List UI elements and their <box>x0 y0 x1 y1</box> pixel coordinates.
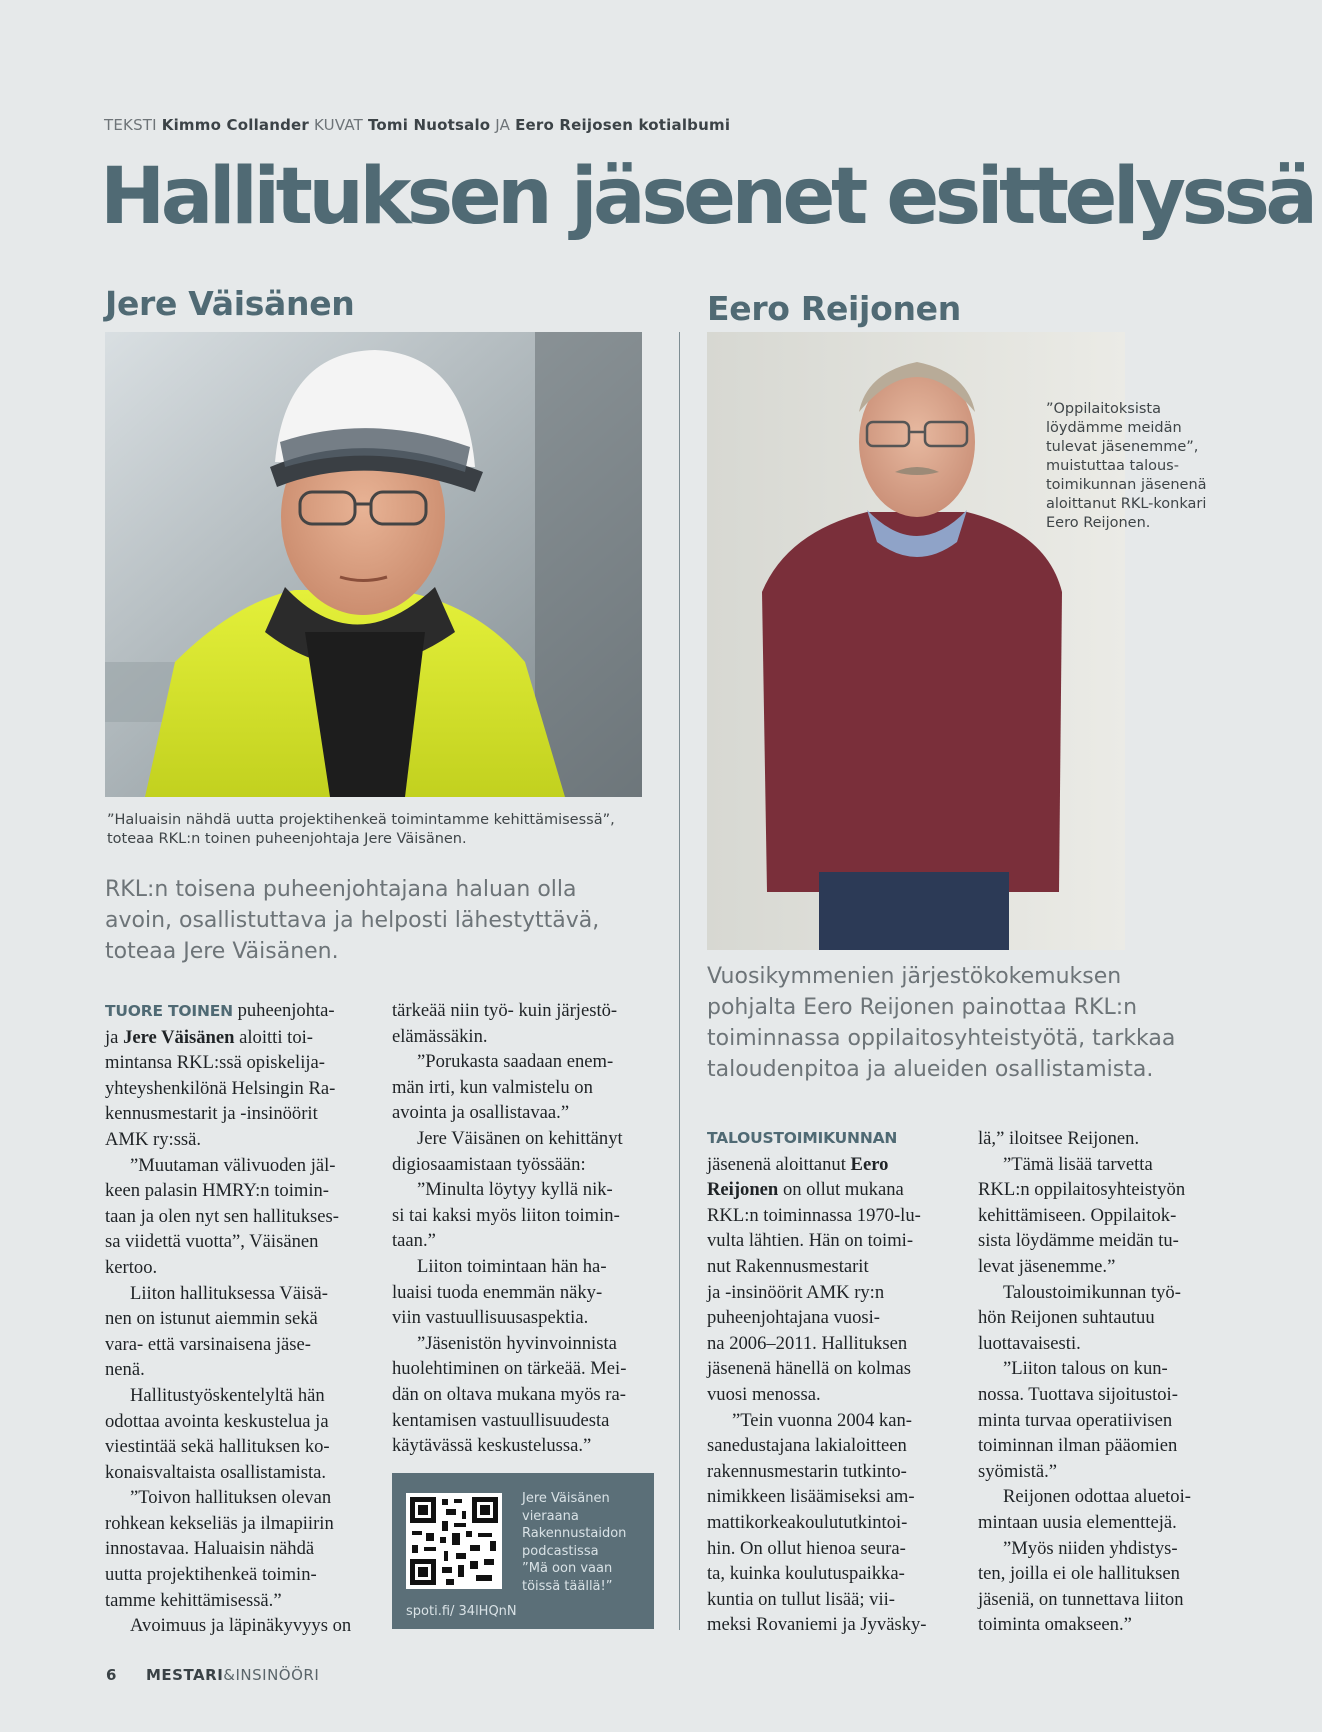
right-person-name: Eero Reijonen <box>707 289 961 328</box>
jere-kicker: TUORE TOINEN <box>105 1002 233 1020</box>
podcast-qr-box[interactable] <box>392 1473 654 1629</box>
qr-code-icon[interactable] <box>406 1493 502 1589</box>
photographer: Tomi Nuotsalo <box>367 116 491 134</box>
jere-body-column-2: tärkeää niin työ- kuin järjestö- elämässäkin. ”Porukasta saadaan enem- män irti, kun valmistelu on avointa ja osallistavaa.” Jere Väisänen on kehittänyt digiosaamistaan työssään: ”Minulta löytyy kyllä nik- si tai kaksi myös liiton toimin- taan.” Liiton toimintaan hän ha- luaisi tuoda enemmän näky- viin vastuullisuusaspektia. ”Jäsenistön hyvinvoinnista huolehtiminen on tärkeää. Mei- dän on oltava mukana myös ra- kentamisen vastuullisuudesta käytävässä keskustelussa.” <box>392 1000 627 1457</box>
left-person-name: Jere Väisänen <box>105 284 355 323</box>
jere-body-column-1: TUORE TOINEN puheenjohta- ja Jere Väisänen aloitti toi- mintansa RKL:ssä opiskelija- yhteyshenkilönä Helsingin Ra- kennusmestarit ja -insinöörit AMK ry:ssä. ”Muutaman välivuoden jäl- keen palasin HMRY:n toimin- taan ja olen nyt sen hallitukses- sa viidettä vuotta”, Väisänen kertoo. Liiton hallituksessa Väisä- nen on istunut aiemmin sekä vara- että varsinaisena jäse- nenä. Hallitustyöskentelyltä hän odottaa avointa keskustelua ja viestintää sekä hallituksen ko- konaisvaltaista osallistamista. ”Toivon hallituksen olevan rohkean kekseliäs ja ilmapiirin innostavaa. Haluaisin nähdä uutta projektihenkeä toimin- tamme kehittämisessä.” Avoimuus ja läpinäkyvyys on <box>105 1000 352 1637</box>
eero-photo-caption: ”Oppilaitoksista löydämme meidän tulevat jäsenemme”, muistuttaa talous- toimikunnan jäsenenä aloittanut RKL-konkari Eero Reijonen. <box>1046 401 1207 531</box>
magazine-name: MESTARI&INSINÖÖRI <box>146 1666 320 1684</box>
podcast-description: Jere Väisänen vieraana Rakennustaidon podcastissa ”Mä oon vaan töissä täällä!” <box>522 1491 627 1594</box>
eero-body-column-2: lä,” iloitsee Reijonen. ”Tämä lisää tarvetta RKL:n oppilaitosyhteistyön kehittämiseen. Oppilaitok- sista löydämme meidän tu- levat jäsenemme.” Taloustoimikunnan työ- hön Reijonen suhtautuu luottavaisesti. ”Liiton talous on kun- nossa. Tuottava sijoitustoi- minta turvaa operatiivisen toiminnan ilman pääomien syömistä.” Reijonen odottaa aluetoi- mintaan uusia elementtejä. ”Myös niiden yhdistys- ten, joilla ei ole hallituksen jäseniä, on tunnettava liiton toiminta omakseen.” <box>978 1128 1191 1636</box>
jere-lead: RKL:n toisena puheenjohtajana haluan olla avoin, osallistuttava ja helposti lähestyttävä, toteaa Jere Väisänen. <box>105 877 600 964</box>
byline: TEKSTI Kimmo Collander KUVAT Tomi Nuotsalo JA Eero Reijosen kotialbumi <box>104 116 731 134</box>
podcast-link[interactable]: spoti.fi/ 34lHQnN <box>406 1604 517 1619</box>
page-number: 6 <box>106 1666 117 1684</box>
page-title: Hallituksen jäsenet esittelyssä <box>100 152 1314 242</box>
jere-photo <box>105 332 642 797</box>
jere-photo-caption: ”Haluaisin nähdä uutta projektihenkeä toimintamme kehittämisessä”, toteaa RKL:n toinen puheenjohtaja Jere Väisänen. <box>107 812 615 847</box>
photo-album: Eero Reijosen kotialbumi <box>515 116 731 134</box>
eero-body-column-1: TALOUSTOIMIKUNNAN jäsenenä aloittanut Eero Reijonen on ollut mukana RKL:n toiminnassa 1970-lu- vulta lähtien. Hän on toimi- nut Rakennusmestarit ja -insinöörit AMK ry:n puheenjohtajana vuosi- na 2006–2011. Hallituksen jäsenenä hänellä on kolmas vuosi menossa. ”Tein vuonna 2004 kan- sanedustajana lakialoitteen rakennusmestarin tutkinto- nimikkeen lisäämiseksi am- mattikorkeakoulututkintoi- hin. On ollut hienoa seura- ta, kuinka koulutuspaikka- kuntia on tullut lisää; vii- meksi Rovaniemi ja Jyväsky- <box>707 1126 957 1638</box>
eero-lead: Vuosikymmenien järjestökokemuksen pohjalta Eero Reijonen painottaa RKL:n toiminnassa oppilaitosyhteistyötä, tarkkaa taloudenpitoa ja alueiden osallistamista. <box>707 964 1176 1082</box>
text-author: Kimmo Collander <box>161 116 310 134</box>
column-divider <box>679 332 680 1630</box>
eero-kicker: TALOUSTOIMIKUNNAN <box>707 1129 898 1147</box>
